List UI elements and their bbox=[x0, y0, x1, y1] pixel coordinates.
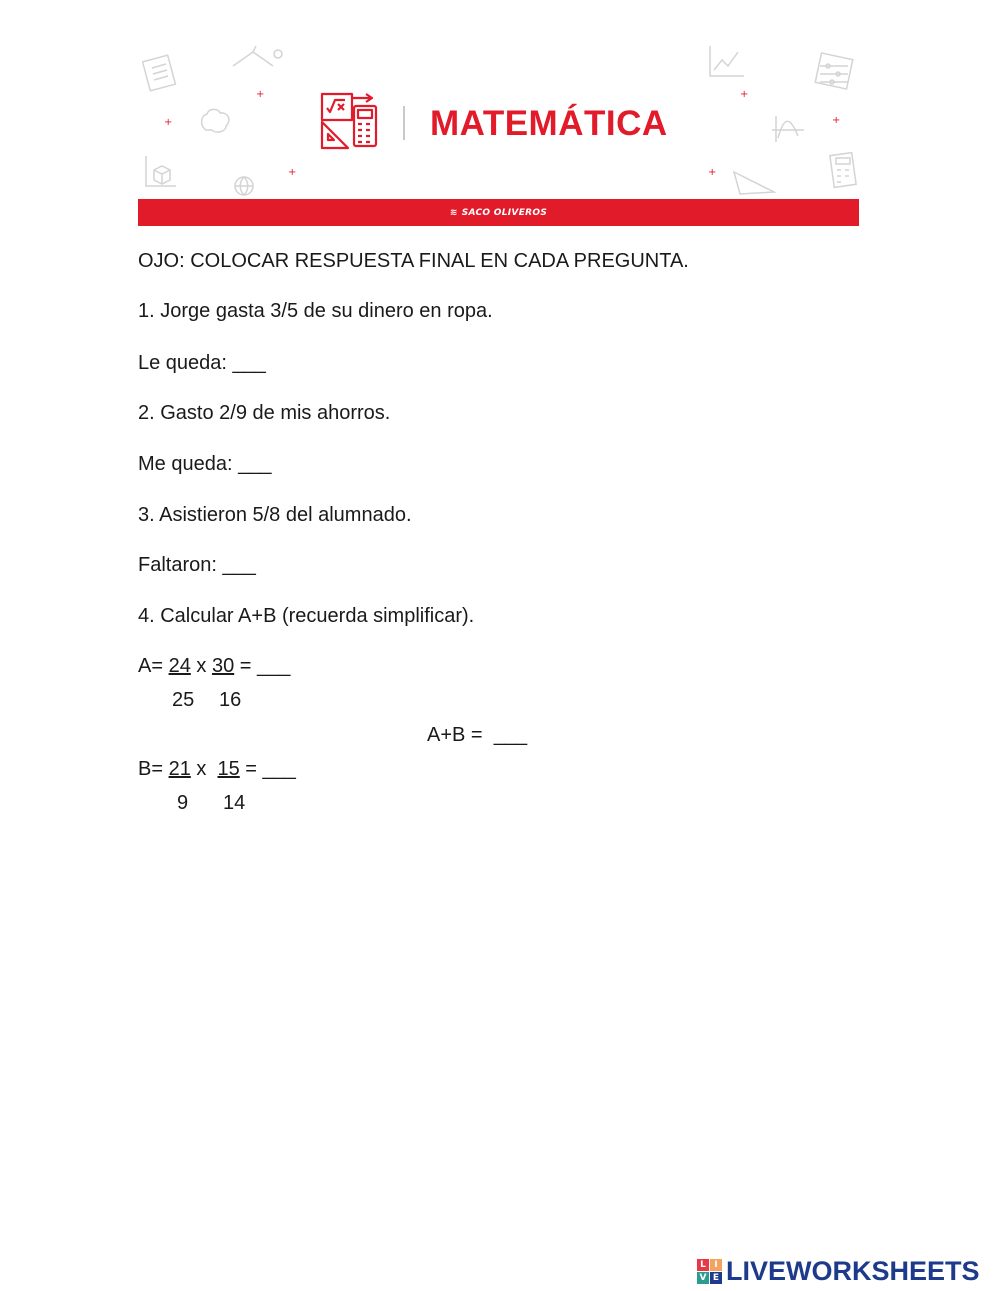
grid-letter: V bbox=[697, 1272, 709, 1284]
expression-b-prefix: B= bbox=[138, 758, 169, 780]
calculator-doodle-icon bbox=[828, 150, 858, 190]
sparkle-icon: + bbox=[708, 167, 717, 178]
answer-blank: = ___ bbox=[239, 758, 296, 780]
sparkle-icon: + bbox=[288, 167, 297, 178]
denominator: 9 bbox=[177, 792, 189, 814]
answer-prompt-3: Faltaron: ___ bbox=[138, 554, 256, 576]
sum-prompt: A+B = ___ bbox=[427, 724, 528, 746]
header-banner bbox=[138, 40, 859, 200]
question-2: 2. Gasto 2/9 de mis ahorros. bbox=[138, 402, 391, 424]
answer-blank: = ___ bbox=[234, 655, 291, 677]
globe-doodle-icon bbox=[232, 174, 256, 198]
answer-prompt-2: Me queda: ___ bbox=[138, 453, 272, 475]
compass-doodle-icon bbox=[228, 44, 288, 74]
footer-brand: LIVEWORKSHEETS bbox=[726, 1255, 980, 1286]
denominator: 14 bbox=[223, 792, 246, 814]
times-sign: x bbox=[190, 655, 212, 677]
answer-prompt-1: Le queda: ___ bbox=[138, 352, 266, 374]
numerator: 21 bbox=[168, 758, 191, 780]
grid-letter: I bbox=[710, 1259, 722, 1271]
numerator: 30 bbox=[211, 655, 235, 677]
question-4: 4. Calcular A+B (recuerda simplificar). bbox=[138, 605, 475, 627]
liveworksheets-logo bbox=[697, 1256, 980, 1286]
grid-letter: L bbox=[697, 1259, 709, 1271]
denominator: 16 bbox=[219, 689, 242, 711]
logo-divider bbox=[403, 106, 405, 140]
sparkle-icon: + bbox=[164, 117, 173, 128]
numerator: 15 bbox=[217, 758, 240, 780]
grid-letter: E bbox=[710, 1272, 722, 1284]
denominator: 25 bbox=[172, 689, 195, 711]
sparkle-icon: + bbox=[256, 89, 265, 100]
liveworksheets-grid-icon bbox=[697, 1259, 722, 1284]
question-1: 1. Jorge gasta 3/5 de su dinero en ropa. bbox=[138, 300, 493, 322]
instruction: OJO: COLOCAR RESPUESTA FINAL EN CADA PREGUNTA. bbox=[138, 250, 689, 272]
triangle-doodle-icon bbox=[730, 164, 780, 198]
function-doodle-icon bbox=[770, 112, 806, 146]
school-mark-icon: ≋ bbox=[449, 207, 458, 218]
notebook-doodle-icon bbox=[142, 50, 182, 94]
math-tools-icon bbox=[318, 92, 380, 152]
page-title: MATEMÁTICA bbox=[430, 104, 668, 143]
school-banner bbox=[138, 199, 859, 226]
numerator: 24 bbox=[168, 655, 191, 677]
sparkle-icon: + bbox=[740, 89, 749, 100]
abacus-doodle-icon bbox=[812, 52, 856, 92]
cube-doodle-icon bbox=[140, 152, 180, 192]
school-name: SACO OLIVEROS bbox=[461, 207, 548, 218]
times-sign: x bbox=[190, 758, 218, 780]
sparkle-icon: + bbox=[832, 115, 841, 126]
expression-a-prefix: A= bbox=[138, 655, 169, 677]
expression-b bbox=[138, 758, 296, 781]
school-logo bbox=[450, 208, 547, 218]
graph-doodle-icon bbox=[704, 42, 748, 82]
brain-doodle-icon bbox=[198, 106, 234, 136]
question-3: 3. Asistieron 5/8 del alumnado. bbox=[138, 504, 412, 526]
expression-a bbox=[138, 655, 290, 678]
